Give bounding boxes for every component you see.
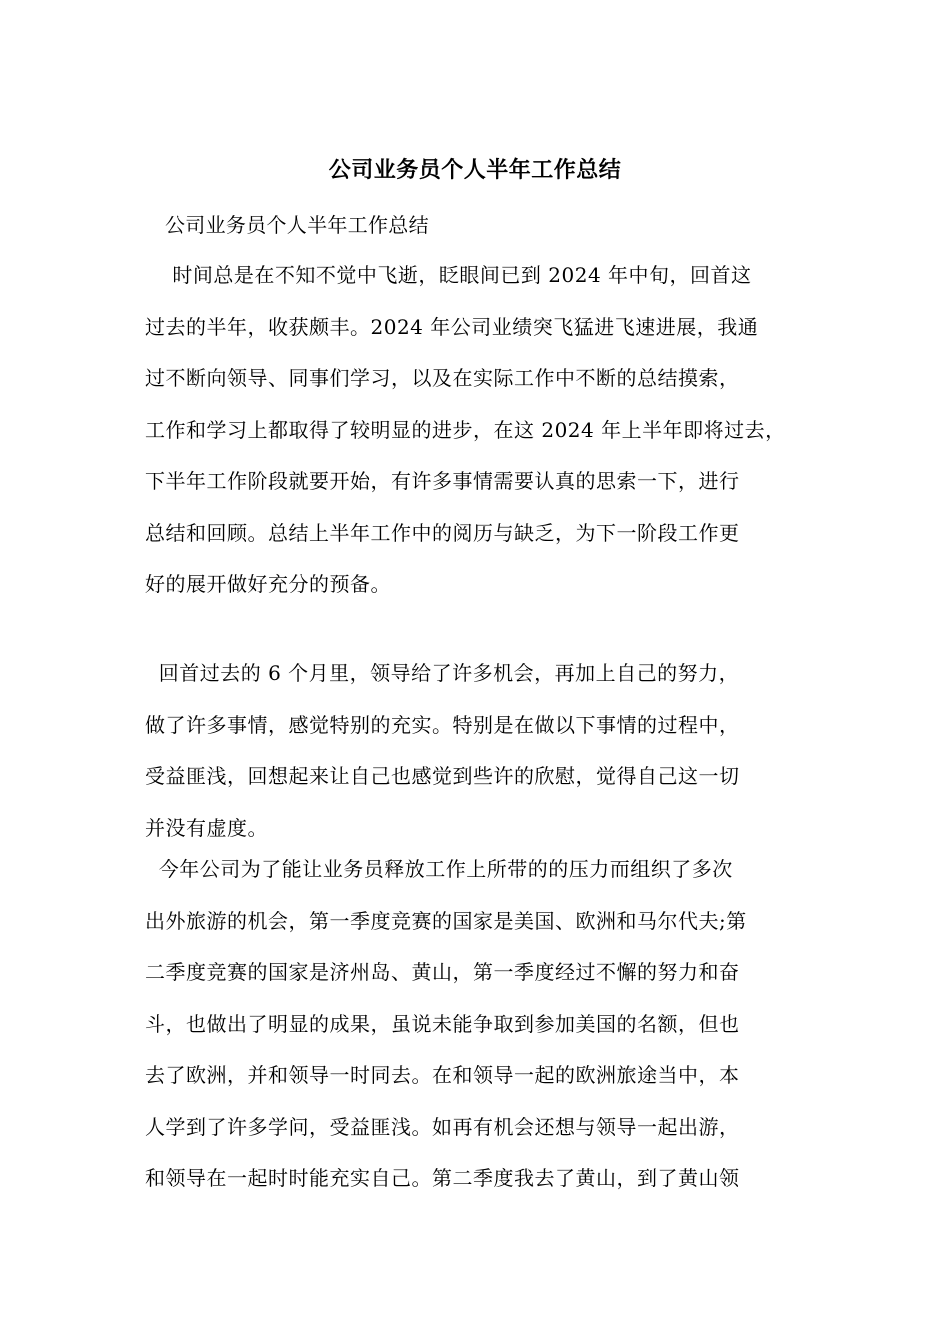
document-title: 公司业务员个人半年工作总结 xyxy=(328,157,622,183)
document-subtitle: 公司业务员个人半年工作总结 xyxy=(165,213,429,237)
paragraph-intro: 时间总是在不知不觉中飞逝，眨眼间已到 2024 年中旬，回首这 过去的半年，收获颇丰。2024 年公司业绩突飞猛进飞速进展，我通 过不断向领导、同事们学习，以及在实际工作中不断的总结摸索， 工作和学习上都取得了较明显的进步，在这 2024 年上半年即将过去， 下半年工作阶段就要开始，有许多事情需要认真的思索一下，进行 总结和回顾。总结上半年工作中的阅历与缺乏，为下一阶段工作更 好的展开做好充分的预备。 xyxy=(145,263,786,596)
paragraph-travel: 今年公司为了能让业务员释放工作上所带的的压力而组织了多次 出外旅游的机会，第一季度竞赛的国家是美国、欧洲和马尔代夫;第 二季度竞赛的国家是济州岛、黄山，第一季度经过不懈的努力和奋 斗，也做出了明显的成果，虽说未能争取到参加美国的名额，但也 去了欧洲，并和领导一时同去。在和领导一起的欧洲旅途当中，本 人学到了许多学问，受益匪浅。如再有机会还想与领导一起出游， 和领导在一起时时能充实自己。第二季度我去了黄山，到了黄山领 xyxy=(145,857,747,1190)
paragraph-review: 回首过去的 6 个月里，领导给了许多机会，再加上自己的努力， 做了许多事情，感觉特别的充实。特别是在做以下事情的过程中， 受益匪浅，回想起来让自己也感觉到些许的欣慰，觉得自己这一切 并没有虚度。 xyxy=(145,661,740,840)
